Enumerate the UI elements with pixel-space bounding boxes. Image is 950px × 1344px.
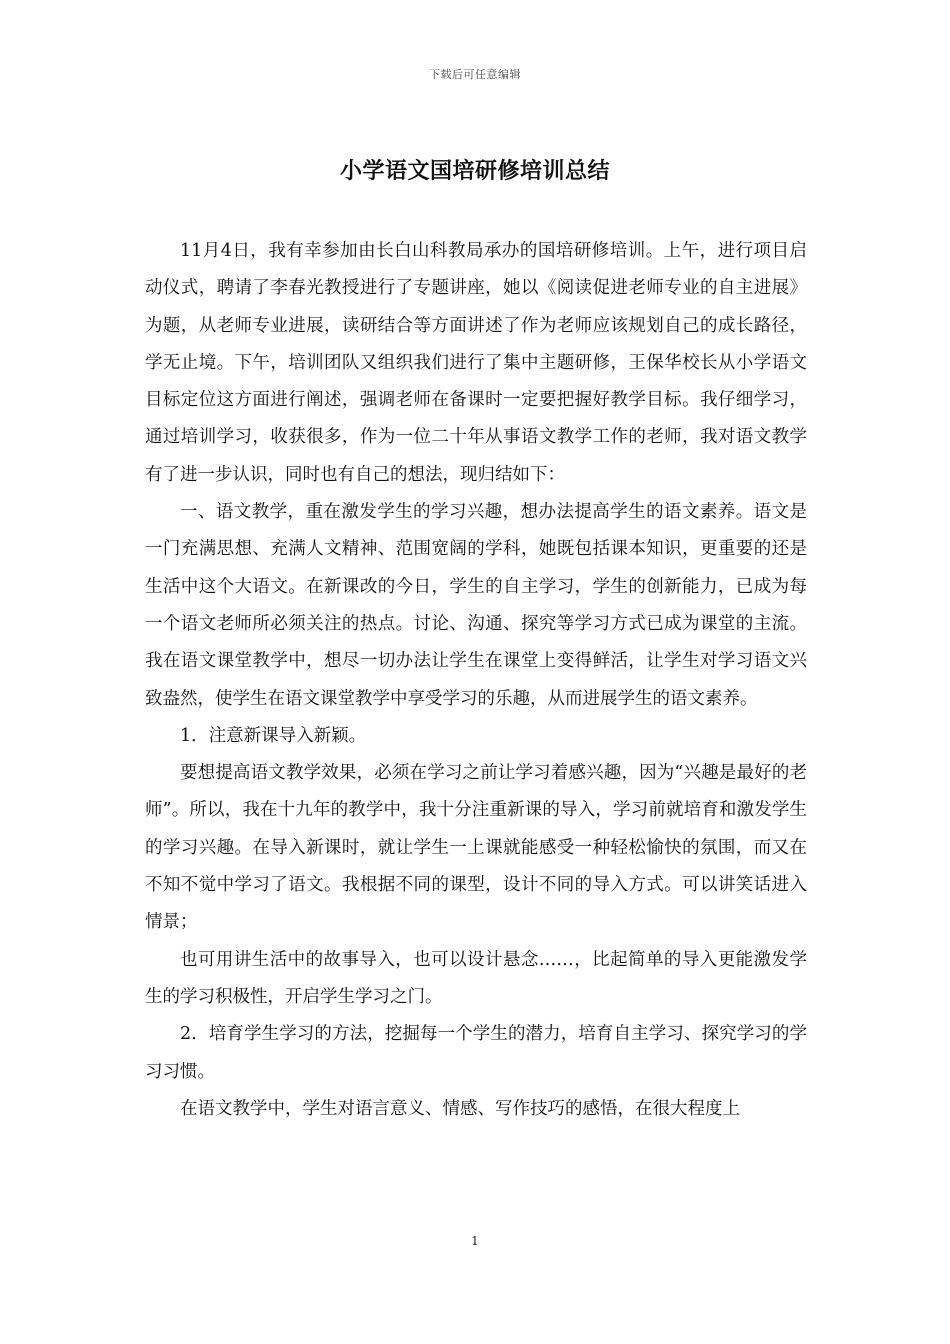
document-body bbox=[145, 233, 807, 1128]
paragraph: 在语文教学中，学生对语言意义、情感、写作技巧的感悟，在很大程度上 bbox=[180, 1098, 740, 1119]
document-title: 小学语文国培研修培训总结 bbox=[339, 158, 610, 184]
paragraph: 11月4日，我有幸参加由长白山科教局承办的国培研修培训。上午，进行项目启动仪式，聘请了李春光教授进行了专题讲座，她以《阅读促进老师专业的自主进展》为题，从老师专业进展，读研结合等方面讲述了作为老师应该规划自己的成长路径，学无止境。下午，培训团队又组织我们进行了集中主题研修，王保华校长从小学语文目标定位这方面进行阐述，强调老师在备课时一定要把握好教学目标。我仔细学习，通过培训学习，收获很多，作为一位二十年从事语文教学工作的老师，我对语文教学有了进一步认识，同时也有自己的想法，现归结如下： bbox=[145, 241, 807, 485]
paragraph: 要想提高语文教学效果，必须在学习之前让学习着感兴趣，因为“兴趣是最好的老师”。所以，我在十九年的教学中，我十分注重新课的导入，学习前就培育和激发学生的学习兴趣。在导入新课时，就让学生一上课就能感受一种轻松愉快的氛围，而又在不知不觉中学习了语文。我根据不同的课型，设计不同的导入方式。可以讲笑话进入情景； bbox=[145, 763, 807, 933]
paragraph: 2．培育学生学习的方法，挖掘每一个学生的潜力，培育自主学习、探究学习的学习习惯。 bbox=[145, 1024, 807, 1082]
page-number: 1 bbox=[471, 1234, 479, 1248]
header-note: 下载后可任意编辑 bbox=[429, 68, 521, 81]
paragraph: 一、语文教学，重在激发学生的学习兴趣，想办法提高学生的语文素养。语文是一门充满思想、充满人文精神、范围宽阔的学科，她既包括课本知识，更重要的还是生活中这个大语文。在新课改的今日，学生的自主学习，学生的创新能力，已成为每一个语文老师所必须关注的热点。讨论、沟通、探究等学习方式已成为课堂的主流。我在语文课堂教学中，想尽一切办法让学生在课堂上变得鲜活，让学生对学习语文兴致盎然，使学生在语文课堂教学中享受学习的乐趣，从而进展学生的语文素养。 bbox=[145, 502, 807, 709]
paragraph: 也可用讲生活中的故事导入，也可以设计悬念……，比起简单的导入更能激发学生的学习积极性，开启学生学习之门。 bbox=[145, 949, 807, 1007]
paragraph: 1．注意新课导入新颖。 bbox=[180, 725, 367, 746]
